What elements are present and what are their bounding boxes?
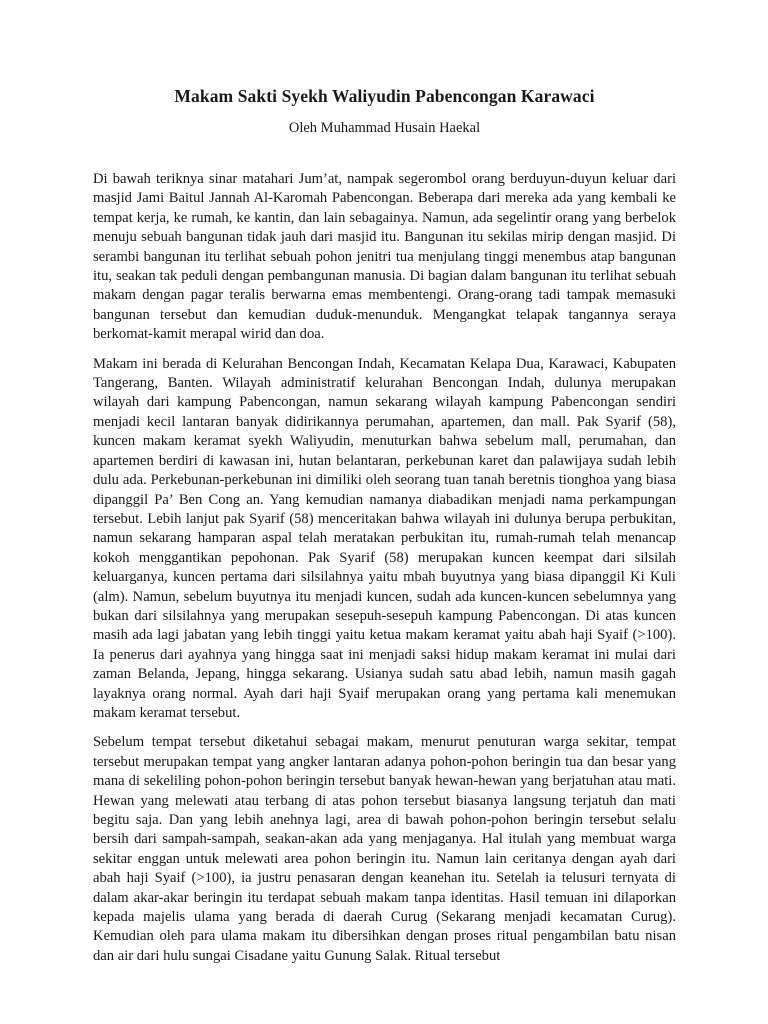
article-body [93, 170, 676, 966]
paragraph: Di bawah teriknya sinar matahari Jum’at, nampak segerombol orang berduyun-duyun keluar dari masjid Jami Baitul Jannah Al-Karomah Pabencongan. Beberapa dari mereka ada yang kembali ke tempat kerja, ke rumah, ke kantin, dan lain sebagainya. Namun, ada segelintir orang yang berbelok menuju sebuah bangunan tidak jauh dari masjid itu. Bangunan itu sekilas mirip dengan masjid. Di serambi bangunan itu terlihat sebuah pohon jenitri tua menjulang tinggi menembus atap bangunan itu, seakan tak peduli dengan pembangunan manusia. Di bagian dalam bangunan itu terlihat sebuah makam dengan pagar teralis berwarna emas membentengi. Orang-orang tadi tampak memasuki bangunan tersebut dan kemudian duduk-menunduk. Mengangkat telapak tangannya seraya berkomat-kamit merapal wirid dan doa. [93, 171, 676, 343]
paragraph: Sebelum tempat tersebut diketahui sebagai makam, menurut penuturan warga sekitar, tempat tersebut merupakan tempat yang angker lantaran adanya pohon-pohon beringin tua dan besar yang mana di sekeliling pohon-pohon beringin tersebut banyak hewan-hewan yang berjatuhan atau mati. Hewan yang melewati atau terbang di atas pohon tersebut biasanya langsung terjatuh dan mati begitu saja. Dan yang lebih anehnya lagi, area di bawah pohon-pohon beringin tersebut selalu bersih dari sampah-sampah, seakan-akan ada yang menjaganya. Hal itulah yang membuat warga sekitar enggan untuk melewati area pohon beringin itu. Namun lain ceritanya dengan ayah dari abah haji Syaif (>100), ia justru penasaran dengan keanehan itu. Setelah ia telusuri ternyata di dalam akar-akar beringin itu terdapat sebuah makam tanpa identitas. Hasil temuan ini dilaporkan kepada majelis ulama yang berada di daerah Curug (Sekarang menjadi kecamatan Curug). Kemudian oleh para ulama makam itu dibersihkan dengan proses ritual pengambilan batu nisan dan air dari hulu sungai Cisadane yaitu Gunung Salak. Ritual tersebut [93, 734, 676, 964]
page-title: Makam Sakti Syekh Waliyudin Pabencongan Karawaci [174, 86, 595, 106]
paragraph: Makam ini berada di Kelurahan Bencongan Indah, Kecamatan Kelapa Dua, Karawaci, Kabupaten Tangerang, Banten. Wilayah administratif kelurahan Bencongan Indah, dulunya merupakan wilayah dari kampung Pabencongan, namun sekarang wilayah kampung Pabencongan sendiri menjadi kecil lantaran banyak didirikannya perumahan, apartemen, dan mall. Pak Syarif (58), kuncen makam keramat syekh Waliyudin, menuturkan bahwa sebelum mall, perumahan, dan apartemen berdiri di kawasan ini, hutan belantaran, perkebunan karet dan palawijaya sudah lebih dulu ada. Perkebunan-perkebunan ini dimiliki oleh seorang tuan tanah beretnis tionghoa yang biasa dipanggil Pa’ Ben Cong an. Yang kemudian namanya diabadikan menjadi nama perkampungan tersebut. Lebih lanjut pak Syarif (58) menceritakan bahwa wilayah ini dulunya berupa perbukitan, namun sekarang hamparan aspal telah meratakan perbukitan itu, rumah-rumah telah menancap kokoh menggantikan pepohonan. Pak Syarif (58) merupakan kuncen keempat dari silsilah keluarganya, kuncen pertama dari silsilahnya yaitu mbah buyutnya yang biasa dipanggil Ki Kuli (alm). Namun, sebelum buyutnya itu menjadi kuncen, sudah ada kuncen-kuncen sebelumnya yang bukan dari silsilahnya yang merupakan sesepuh-sesepuh kampung Pabencongan. Di atas kuncen masih ada lagi jabatan yang lebih tinggi yaitu ketua makam keramat yaitu abah haji Syaif (>100). Ia penerus dari ayahnya yang hingga saat ini menjadi saksi hidup makam keramat ini mulai dari zaman Belanda, Jepang, hingga sekarang. Usianya sudah satu abad lebih, namun masih gagah layaknya orang normal. Ayah dari haji Syaif merupakan orang yang pertama kali menemukan makam keramat tersebut. [93, 355, 676, 721]
author-line: Oleh Muhammad Husain Haekal [288, 120, 481, 136]
